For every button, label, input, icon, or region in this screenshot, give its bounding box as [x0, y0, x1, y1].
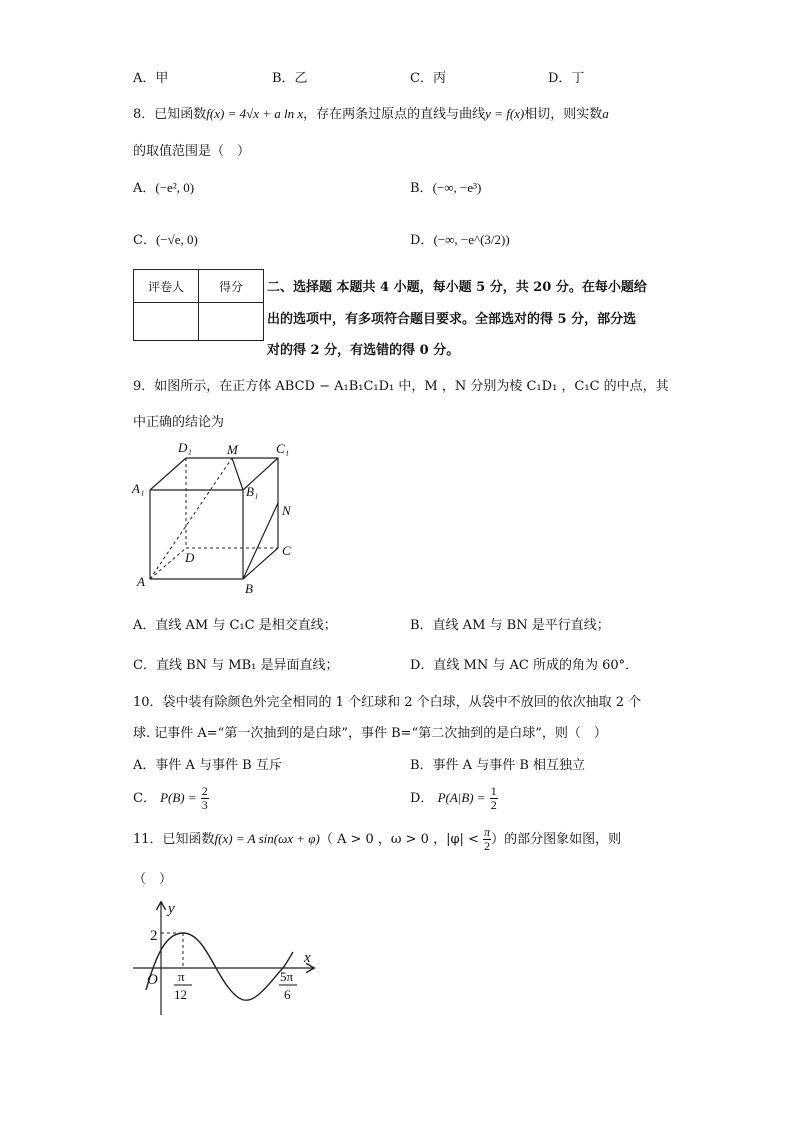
tick1-denominator: 12: [174, 987, 187, 1002]
amplitude-label: 2: [150, 928, 158, 944]
q11-sine-graph: [128, 895, 328, 1020]
q10-option-d[interactable]: [410, 785, 498, 812]
q10-option-c-label: C．: [133, 791, 156, 807]
q11-phi-bound-den: 2: [484, 839, 491, 854]
q8-option-b[interactable]: [410, 177, 481, 196]
q10-option-d-denominator: 2: [490, 798, 497, 813]
q8-stem-line2: 的取值范围是（ ）: [133, 144, 251, 159]
label-n: N: [282, 503, 291, 518]
q11-text-b: ）的部分图象如图，则: [491, 832, 622, 848]
q10-option-d-numerator: 1: [490, 784, 497, 798]
q7-option-d[interactable]: D．丁: [548, 71, 585, 86]
score-cell-grader[interactable]: [134, 303, 199, 341]
q9-option-d[interactable]: D．直线 MN 与 AC 所成的角为 60°．: [410, 658, 639, 673]
q8-option-a-label: A．: [133, 181, 156, 196]
tick2-numerator: 5π: [280, 969, 294, 984]
q10-option-c-expr: P(B) =: [160, 790, 197, 806]
q8-option-d-value: (−∞, −e^(3/2)): [433, 232, 510, 247]
y-axis-label: y: [168, 901, 175, 917]
q7-option-a[interactable]: A．甲: [133, 71, 169, 86]
q11-phi-bound-num: π: [484, 825, 491, 839]
tick2-denominator: 6: [284, 987, 291, 1002]
edge-b-c: [243, 548, 278, 579]
q8-option-a-value: (−e², 0): [155, 180, 195, 195]
q8-option-c-label: C．: [133, 233, 156, 248]
q8-text-c: 相切，则实数: [524, 107, 603, 122]
q10-stem-line1: 10．袋中装有除颜色外完全相同的 1 个红球和 2 个白球，从袋中不放回的依次抽取 2 个: [133, 695, 642, 710]
q8-curve: y = f(x): [485, 106, 525, 121]
label-a: A: [137, 574, 145, 589]
q11-text-a: 11．已知函数: [133, 832, 215, 848]
sine-curve: [146, 933, 293, 1000]
q10-option-c-denominator: 3: [201, 798, 208, 813]
tick1-numerator: π: [178, 969, 185, 984]
edge-a1-d1: [150, 458, 186, 490]
section2-instructions-line3: 对的得 2 分，有选错的得 0 分。: [267, 343, 460, 358]
q11-conditions: （ A > 0 ，ω > 0 ，|φ| <: [319, 832, 479, 848]
section2-instructions-line1: 二、选择题 本题共 4 小题，每小题 5 分，共 20 分。在每小题给: [267, 280, 647, 295]
q10-option-c-fraction: [201, 785, 209, 812]
label-c1: C₁: [276, 441, 290, 456]
score-header-score: 得分: [199, 270, 264, 303]
label-b1: B₁: [246, 484, 259, 499]
q8-function: f(x) = 4√x + a ln x: [206, 106, 304, 121]
q8-option-b-value: (−∞, −e³): [432, 180, 482, 195]
q8-option-d-label: D．: [410, 233, 434, 248]
q9-cube-figure: [130, 436, 310, 601]
segment-b-n: [243, 503, 278, 579]
q8-option-b-label: B．: [410, 181, 433, 196]
q7-option-b[interactable]: B．乙: [272, 71, 308, 86]
label-b: B: [245, 581, 253, 596]
q10-option-d-label: D．: [410, 791, 434, 807]
label-d1: D₁: [178, 440, 192, 455]
score-box: [133, 269, 264, 341]
origin-label: O: [147, 972, 158, 988]
q8-text-a: 8．已知函数: [133, 107, 207, 122]
section2-instructions-line2: 出的选项中，有多项符合题目要求。全部选对的得 5 分，部分选: [267, 312, 637, 327]
q10-option-d-fraction: [490, 785, 498, 812]
q9-option-c[interactable]: C．直线 BN 与 MB₁ 是异面直线；: [133, 658, 339, 673]
q11-stem-line2: （ ）: [133, 872, 173, 887]
x-axis-label: x: [304, 950, 311, 966]
segment-m-b1: [232, 458, 243, 490]
q8-variable: a: [602, 106, 609, 121]
q11-phi-bound: [483, 826, 491, 853]
q8-stem-line1: [133, 103, 609, 122]
score-cell-score[interactable]: [199, 303, 264, 341]
q8-option-c[interactable]: [133, 229, 198, 248]
q11-stem-line1: [133, 826, 621, 853]
label-c: C: [282, 543, 291, 558]
q8-option-a[interactable]: [133, 177, 194, 196]
q10-option-b[interactable]: B．事件 A 与事件 B 相互独立: [410, 758, 586, 773]
q10-option-a[interactable]: A．事件 A 与事件 B 互斥: [133, 758, 282, 773]
q9-stem-line1: 9．如图所示，在正方体 ABCD − A₁B₁C₁D₁ 中，M ，N 分别为棱 C₁D₁ ，C₁C 的中点，其: [133, 379, 669, 394]
q10-option-d-expr: P(A|B) =: [437, 790, 486, 806]
label-d: D: [185, 550, 195, 565]
score-header-grader: 评卷人: [134, 270, 199, 303]
q8-option-d[interactable]: [410, 229, 510, 248]
q9-stem-line2: 中正确的结论为: [133, 415, 225, 430]
q8-option-c-value: (−√e, 0): [155, 232, 198, 247]
q9-option-b[interactable]: B．直线 AM 与 BN 是平行直线；: [410, 618, 610, 633]
q10-option-c[interactable]: [133, 785, 209, 812]
q7-option-c[interactable]: C．丙: [410, 71, 446, 86]
label-m: M: [227, 442, 238, 457]
label-a1: A₁: [132, 481, 145, 496]
q9-option-a[interactable]: A．直线 AM 与 C₁C 是相交直线；: [133, 618, 337, 633]
q11-function: f(x) = A sin(ωx + φ): [214, 831, 320, 847]
q10-option-c-numerator: 2: [201, 784, 208, 798]
q10-stem-line2: 球. 记事件 A=“第一次抽到的是白球”，事件 B=“第二次抽到的是白球”，则（ ）: [133, 726, 607, 741]
q8-text-b: ，存在两条过原点的直线与曲线: [303, 107, 486, 122]
